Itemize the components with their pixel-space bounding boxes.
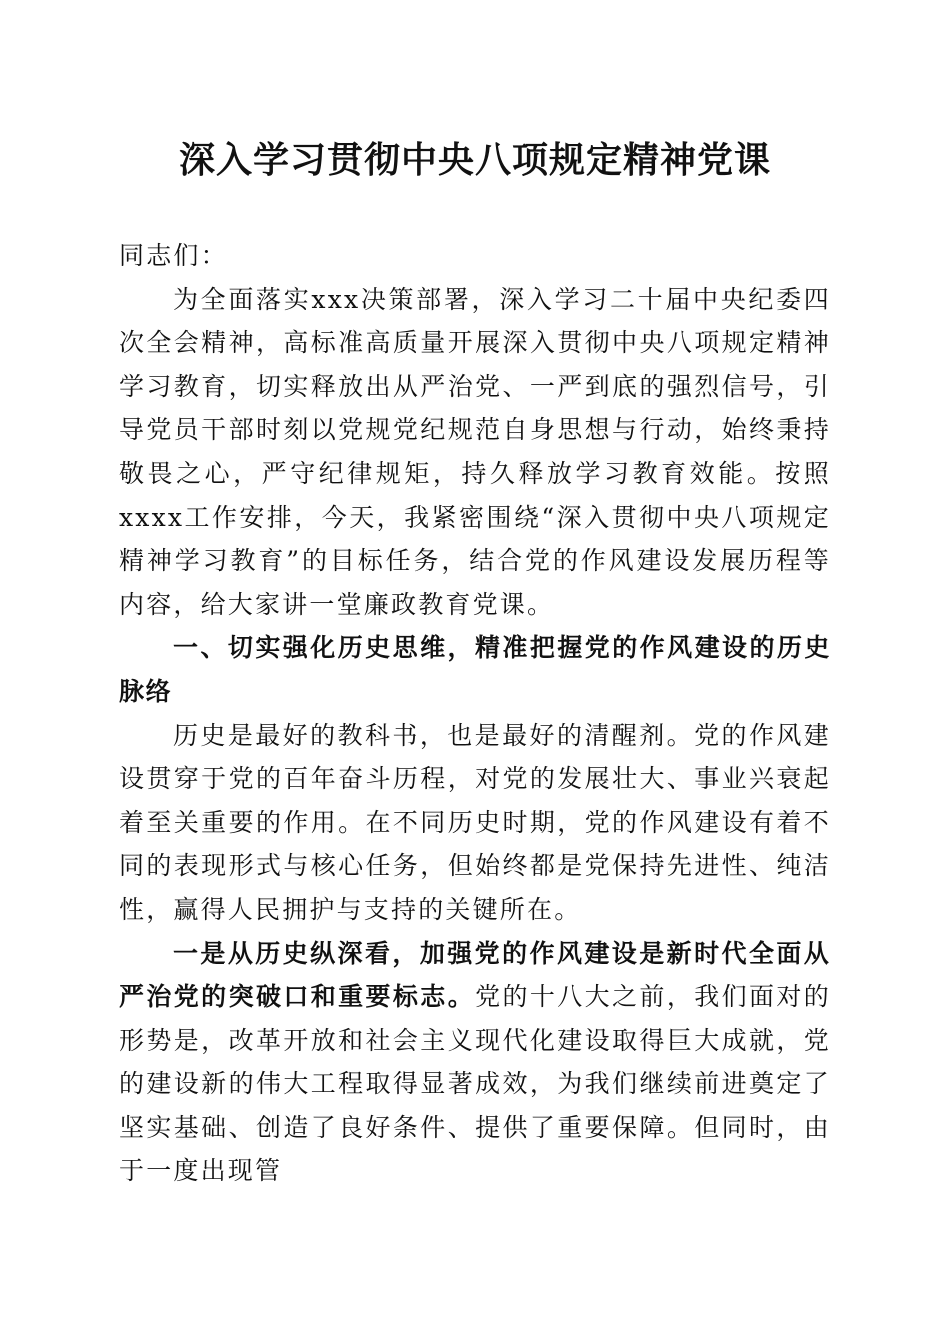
- paragraph-point-one-lead: 一是从历史纵深看，加强党的作风建设是新时代全面从严治党的突破口和重要标志。: [119, 938, 831, 1012]
- paragraph-history: 历史是最好的教科书，也是最好的清醒剂。党的作风建设贯穿于党的百年奋斗历程，对党的发展壮大、事业兴衰起着至关重要的作用。在不同历史时期，党的作风建设有着不同的表现形式与核心任务，但始终都是党保持先进性、纯洁性，赢得人民拥护与支持的关键所在。: [119, 720, 831, 924]
- paragraph-point-one: [119, 932, 831, 1194]
- section-heading-1: 一、切实强化历史思维，精准把握党的作风建设的历史脉络: [119, 633, 831, 706]
- document-body: [119, 234, 831, 1193]
- paragraph-intro: 为全面落实xxx决策部署，深入学习二十届中央纪委四次全会精神，高标准高质量开展深入贯彻中央八项规定精神学习教育，切实释放出从严治党、一严到底的强烈信号，引导党员干部时刻以党规党纪规范自身思想与行动，始终秉持敬畏之心，严守纪律规矩，持久释放学习教育效能。按照xxxx工作安排，今天，我紧密围绕“深入贯彻中央八项规定精神学习教育”的目标任务，结合党的作风建设发展历程等内容，给大家讲一堂廉政教育党课。: [119, 284, 831, 619]
- paragraph-point-one-text: 党的十八大之前，我们面对的形势是，改革开放和社会主义现代化建设取得巨大成就，党的建设新的伟大工程取得显著成效，为我们继续前进奠定了坚实基础、创造了良好条件、提供了重要保障。但同时，由于一度出现管: [119, 982, 831, 1186]
- page-title: 深入学习贯彻中央八项规定精神党课: [178, 139, 771, 181]
- salutation: 同志们：: [119, 241, 228, 270]
